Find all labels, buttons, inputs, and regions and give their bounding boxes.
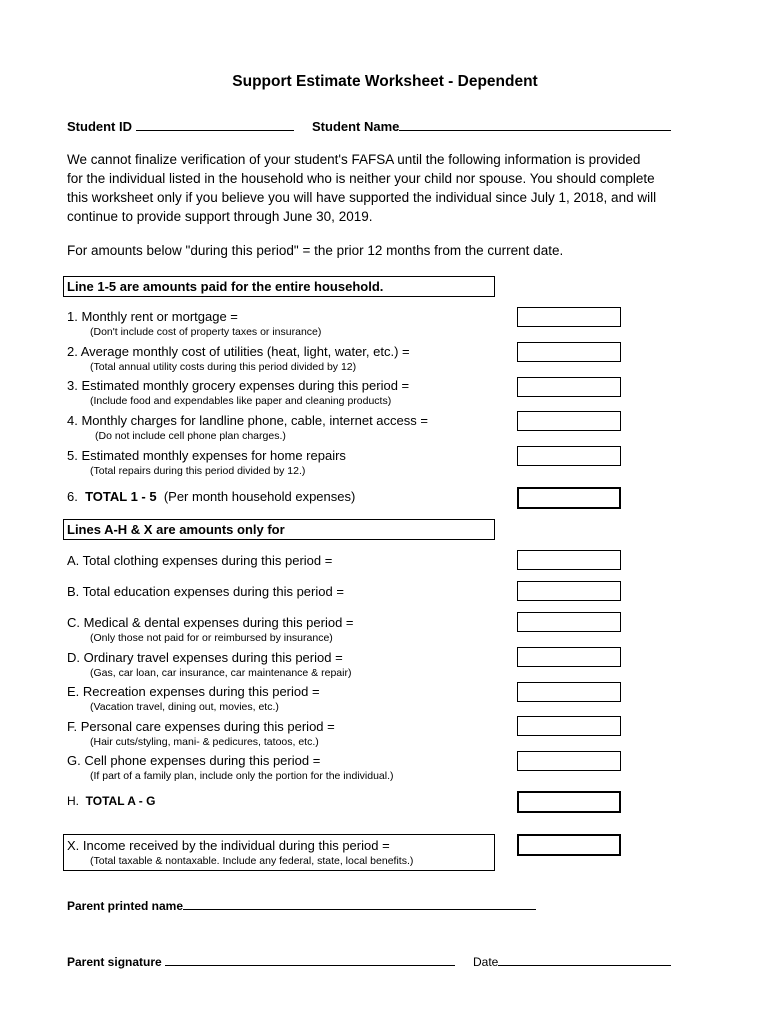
line-6-total-bold: TOTAL 1 - 5: [85, 489, 157, 504]
line-1-note: (Don't include cost of property taxes or insurance): [90, 326, 322, 338]
section-household-header: Line 1-5 are amounts paid for the entire household.: [63, 276, 495, 297]
line-5-note: (Total repairs during this period divided by 12.): [90, 465, 306, 477]
line-c-amount-box[interactable]: [517, 612, 621, 632]
line-3-amount-box[interactable]: [517, 377, 621, 397]
line-g-note: (If part of a family plan, include only the portion for the individual.): [90, 770, 394, 782]
line-4-note: (Do not include cell phone plan charges.): [95, 430, 286, 442]
line-5-label: 5. Estimated monthly expenses for home repairs: [67, 448, 346, 463]
line-d-label: D. Ordinary travel expenses during this period =: [67, 650, 343, 665]
line-5-amount-box[interactable]: [517, 446, 621, 466]
line-4-label: 4. Monthly charges for landline phone, cable, internet access =: [67, 413, 428, 428]
line-6-total-label: 6. TOTAL 1 - 5 (Per month household expenses): [67, 489, 356, 504]
line-b-label: B. Total education expenses during this period =: [67, 584, 344, 599]
line-f-amount-box[interactable]: [517, 716, 621, 736]
parent-printed-name-line: [183, 908, 536, 910]
line-c-note: (Only those not paid for or reimbursed by insurance): [90, 632, 333, 644]
line-1-amount-box[interactable]: [517, 307, 621, 327]
line-2-amount-box[interactable]: [517, 342, 621, 362]
parent-signature-field[interactable]: [67, 955, 455, 969]
line-x-label: X. Income received by the individual during this period =: [67, 838, 390, 853]
parent-printed-name-label: Parent printed name: [67, 899, 184, 913]
student-name-field[interactable]: [312, 119, 671, 134]
line-e-note: (Vacation travel, dining out, movies, etc.): [90, 701, 279, 713]
line-a-amount-box[interactable]: [517, 550, 621, 570]
line-d-note: (Gas, car loan, car insurance, car maintenance & repair): [90, 667, 352, 679]
line-3-note: (Include food and expendables like paper and cleaning products): [90, 395, 392, 407]
line-2-note: (Total annual utility costs during this period divided by 12): [90, 361, 357, 373]
line-6-total-box[interactable]: [517, 487, 621, 509]
line-h-total-bold: TOTAL A - G: [85, 794, 156, 808]
date-field[interactable]: [473, 955, 671, 969]
line-f-note: (Hair cuts/styling, mani- & pedicures, tatoos, etc.): [90, 736, 319, 748]
line-b-amount-box[interactable]: [517, 581, 621, 601]
line-a-label: A. Total clothing expenses during this period =: [67, 553, 333, 568]
student-id-field[interactable]: [67, 119, 294, 134]
parent-signature-label: Parent signature: [67, 955, 162, 969]
page-title: Support Estimate Worksheet - Dependent: [232, 73, 538, 90]
date-label: Date: [473, 955, 499, 969]
line-c-label: C. Medical & dental expenses during this period =: [67, 615, 354, 630]
line-4-amount-box[interactable]: [517, 411, 621, 431]
parent-printed-name-field[interactable]: [67, 899, 536, 913]
intro-line-1: We cannot finalize verification of your student's FAFSA until the following information is provided: [67, 152, 641, 167]
student-name-label: Student Name: [312, 119, 400, 134]
line-g-amount-box[interactable]: [517, 751, 621, 771]
intro-line-3: this worksheet only if you believe you will have supported the individual since July 1, 2018, and will: [67, 190, 657, 205]
line-f-label: F. Personal care expenses during this period =: [67, 719, 335, 734]
date-line: [498, 964, 671, 966]
student-name-line: [399, 129, 671, 131]
line-2-label: 2. Average monthly cost of utilities (heat, light, water, etc.) =: [67, 344, 410, 359]
section-individual-header: Lines A-H & X are amounts only for: [63, 519, 495, 540]
student-id-label: Student ID: [67, 119, 132, 134]
intro-line-2: for the individual listed in the household who is neither your child nor spouse. You should complete: [67, 171, 655, 186]
line-e-amount-box[interactable]: [517, 682, 621, 702]
line-h-total-box[interactable]: [517, 791, 621, 813]
line-3-label: 3. Estimated monthly grocery expenses during this period =: [67, 378, 410, 393]
parent-signature-line: [165, 964, 455, 966]
intro-line-4: continue to provide support through June 30, 2019.: [67, 209, 373, 224]
student-id-line: [136, 129, 294, 131]
line-x-note: (Total taxable & nontaxable. Include any federal, state, local benefits.): [90, 855, 414, 867]
line-d-amount-box[interactable]: [517, 647, 621, 667]
line-g-label: G. Cell phone expenses during this period =: [67, 753, 321, 768]
line-e-label: E. Recreation expenses during this period =: [67, 684, 320, 699]
line-h-total-label: H. TOTAL A - G: [67, 794, 156, 808]
period-note: For amounts below "during this period" = the prior 12 months from the current date.: [67, 243, 564, 258]
line-1-label: 1. Monthly rent or mortgage =: [67, 309, 238, 324]
line-x-amount-box[interactable]: [517, 834, 621, 856]
